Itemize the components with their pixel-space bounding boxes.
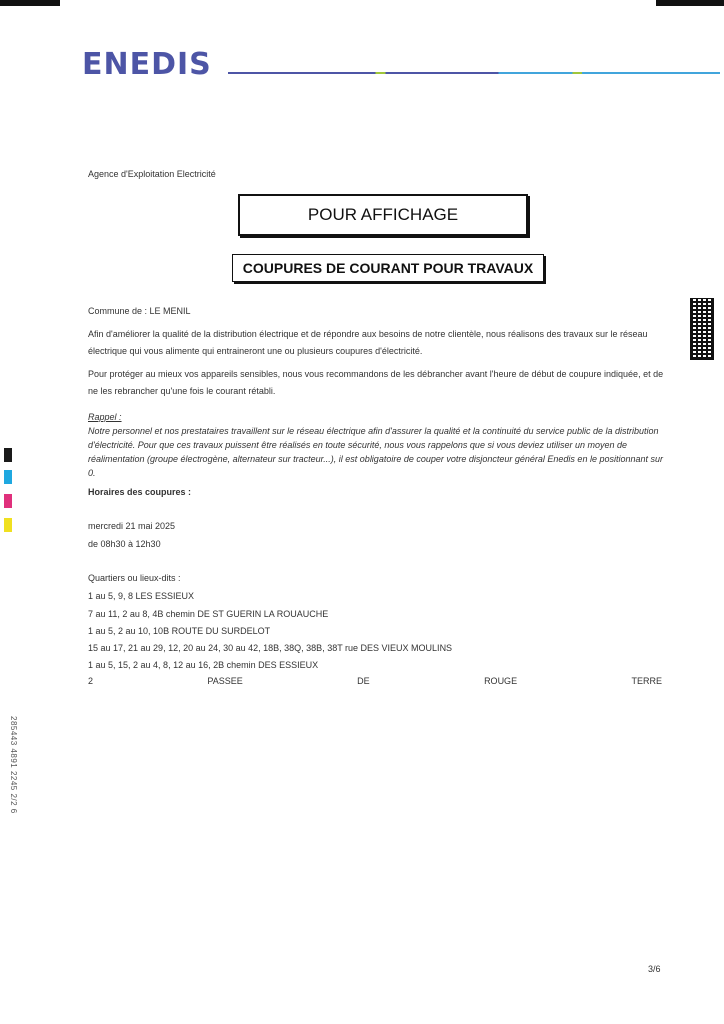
swatch-yellow — [4, 518, 12, 532]
street-part: DE — [357, 676, 370, 686]
agency-label: Agence d'Exploitation Electricité — [88, 169, 216, 179]
location-item-spread — [88, 676, 662, 686]
scan-edge-left — [0, 0, 60, 6]
location-item: 1 au 5, 9, 8 LES ESSIEUX — [88, 591, 195, 601]
locations-heading: Quartiers ou lieux-dits : — [88, 573, 181, 583]
street-part: 2 — [88, 676, 94, 686]
intro-paragraph: Afin d'améliorer la qualité de la distribution électrique et de répondre aux besoins de notre clientèle, nous réalisons des travaux sur le réseau électrique qui vous alimente qui entraineront une ou plusieurs coupures d'électricité. — [88, 329, 648, 356]
schedule-time: de 08h30 à 12h30 — [88, 539, 161, 549]
street-part: TERRE — [631, 676, 662, 686]
street-part: ROUGE — [484, 676, 518, 686]
swatch-black — [4, 448, 12, 462]
enedis-logo: ENEDIS — [82, 47, 212, 82]
location-item: 1 au 5, 2 au 10, 10B ROUTE DU SURDELOT — [88, 626, 271, 636]
page-title-text: POUR AFFICHAGE — [307, 205, 459, 224]
schedule-heading: Horaires des coupures : — [88, 487, 192, 497]
scan-edge-right — [656, 0, 724, 6]
rappel-label: Rappel : — [88, 412, 122, 422]
swatch-cyan — [4, 470, 12, 484]
page-subtitle-text: COUPURES DE COURANT POUR TRAVAUX — [242, 260, 534, 276]
page-number: 3/6 — [648, 964, 661, 974]
page-subtitle — [232, 254, 544, 282]
schedule-date: mercredi 21 mai 2025 — [88, 521, 176, 531]
location-item: 7 au 11, 2 au 8, 4B chemin DE ST GUERIN LA ROUAUCHE — [88, 609, 329, 619]
advice-paragraph: Pour protéger au mieux vos appareils sensibles, nous vous recommandons de les débrancher avant l'heure de début de coupure indiquée, et de ne les rebrancher qu'une fois le courant rétabli. — [88, 369, 664, 396]
commune-line: Commune de : LE MENIL — [88, 306, 191, 316]
rappel-text: Notre personnel et nos prestataires travaillent sur le réseau électrique afin d'assurer la qualité et la continuité du service public de la distribution d'électricité. Pour que ces travaux puissent être réalisés en toute sécurité, nous vous rappelons que si vous deviez utiliser un moyen de réalimentation (groupe électrogène, alternateur sur tracteur...), il est obligatoire de couper votre disjoncteur général Enedis en le positionnant sur 0. — [88, 426, 663, 478]
rappel-block — [88, 410, 664, 480]
street-part: PASSEE — [207, 676, 243, 686]
swatch-magenta — [4, 494, 12, 508]
margin-code: 285443 4891 2245 2/2 6 — [9, 716, 18, 814]
location-item: 1 au 5, 15, 2 au 4, 8, 12 au 16, 2B chemin DES ESSIEUX — [88, 660, 319, 670]
datamatrix-code — [690, 298, 714, 360]
header-rule — [228, 72, 720, 74]
page-title — [238, 194, 528, 236]
location-item: 15 au 17, 21 au 29, 12, 20 au 24, 30 au 42, 18B, 38Q, 38B, 38T rue DES VIEUX MOULINS — [88, 643, 453, 653]
